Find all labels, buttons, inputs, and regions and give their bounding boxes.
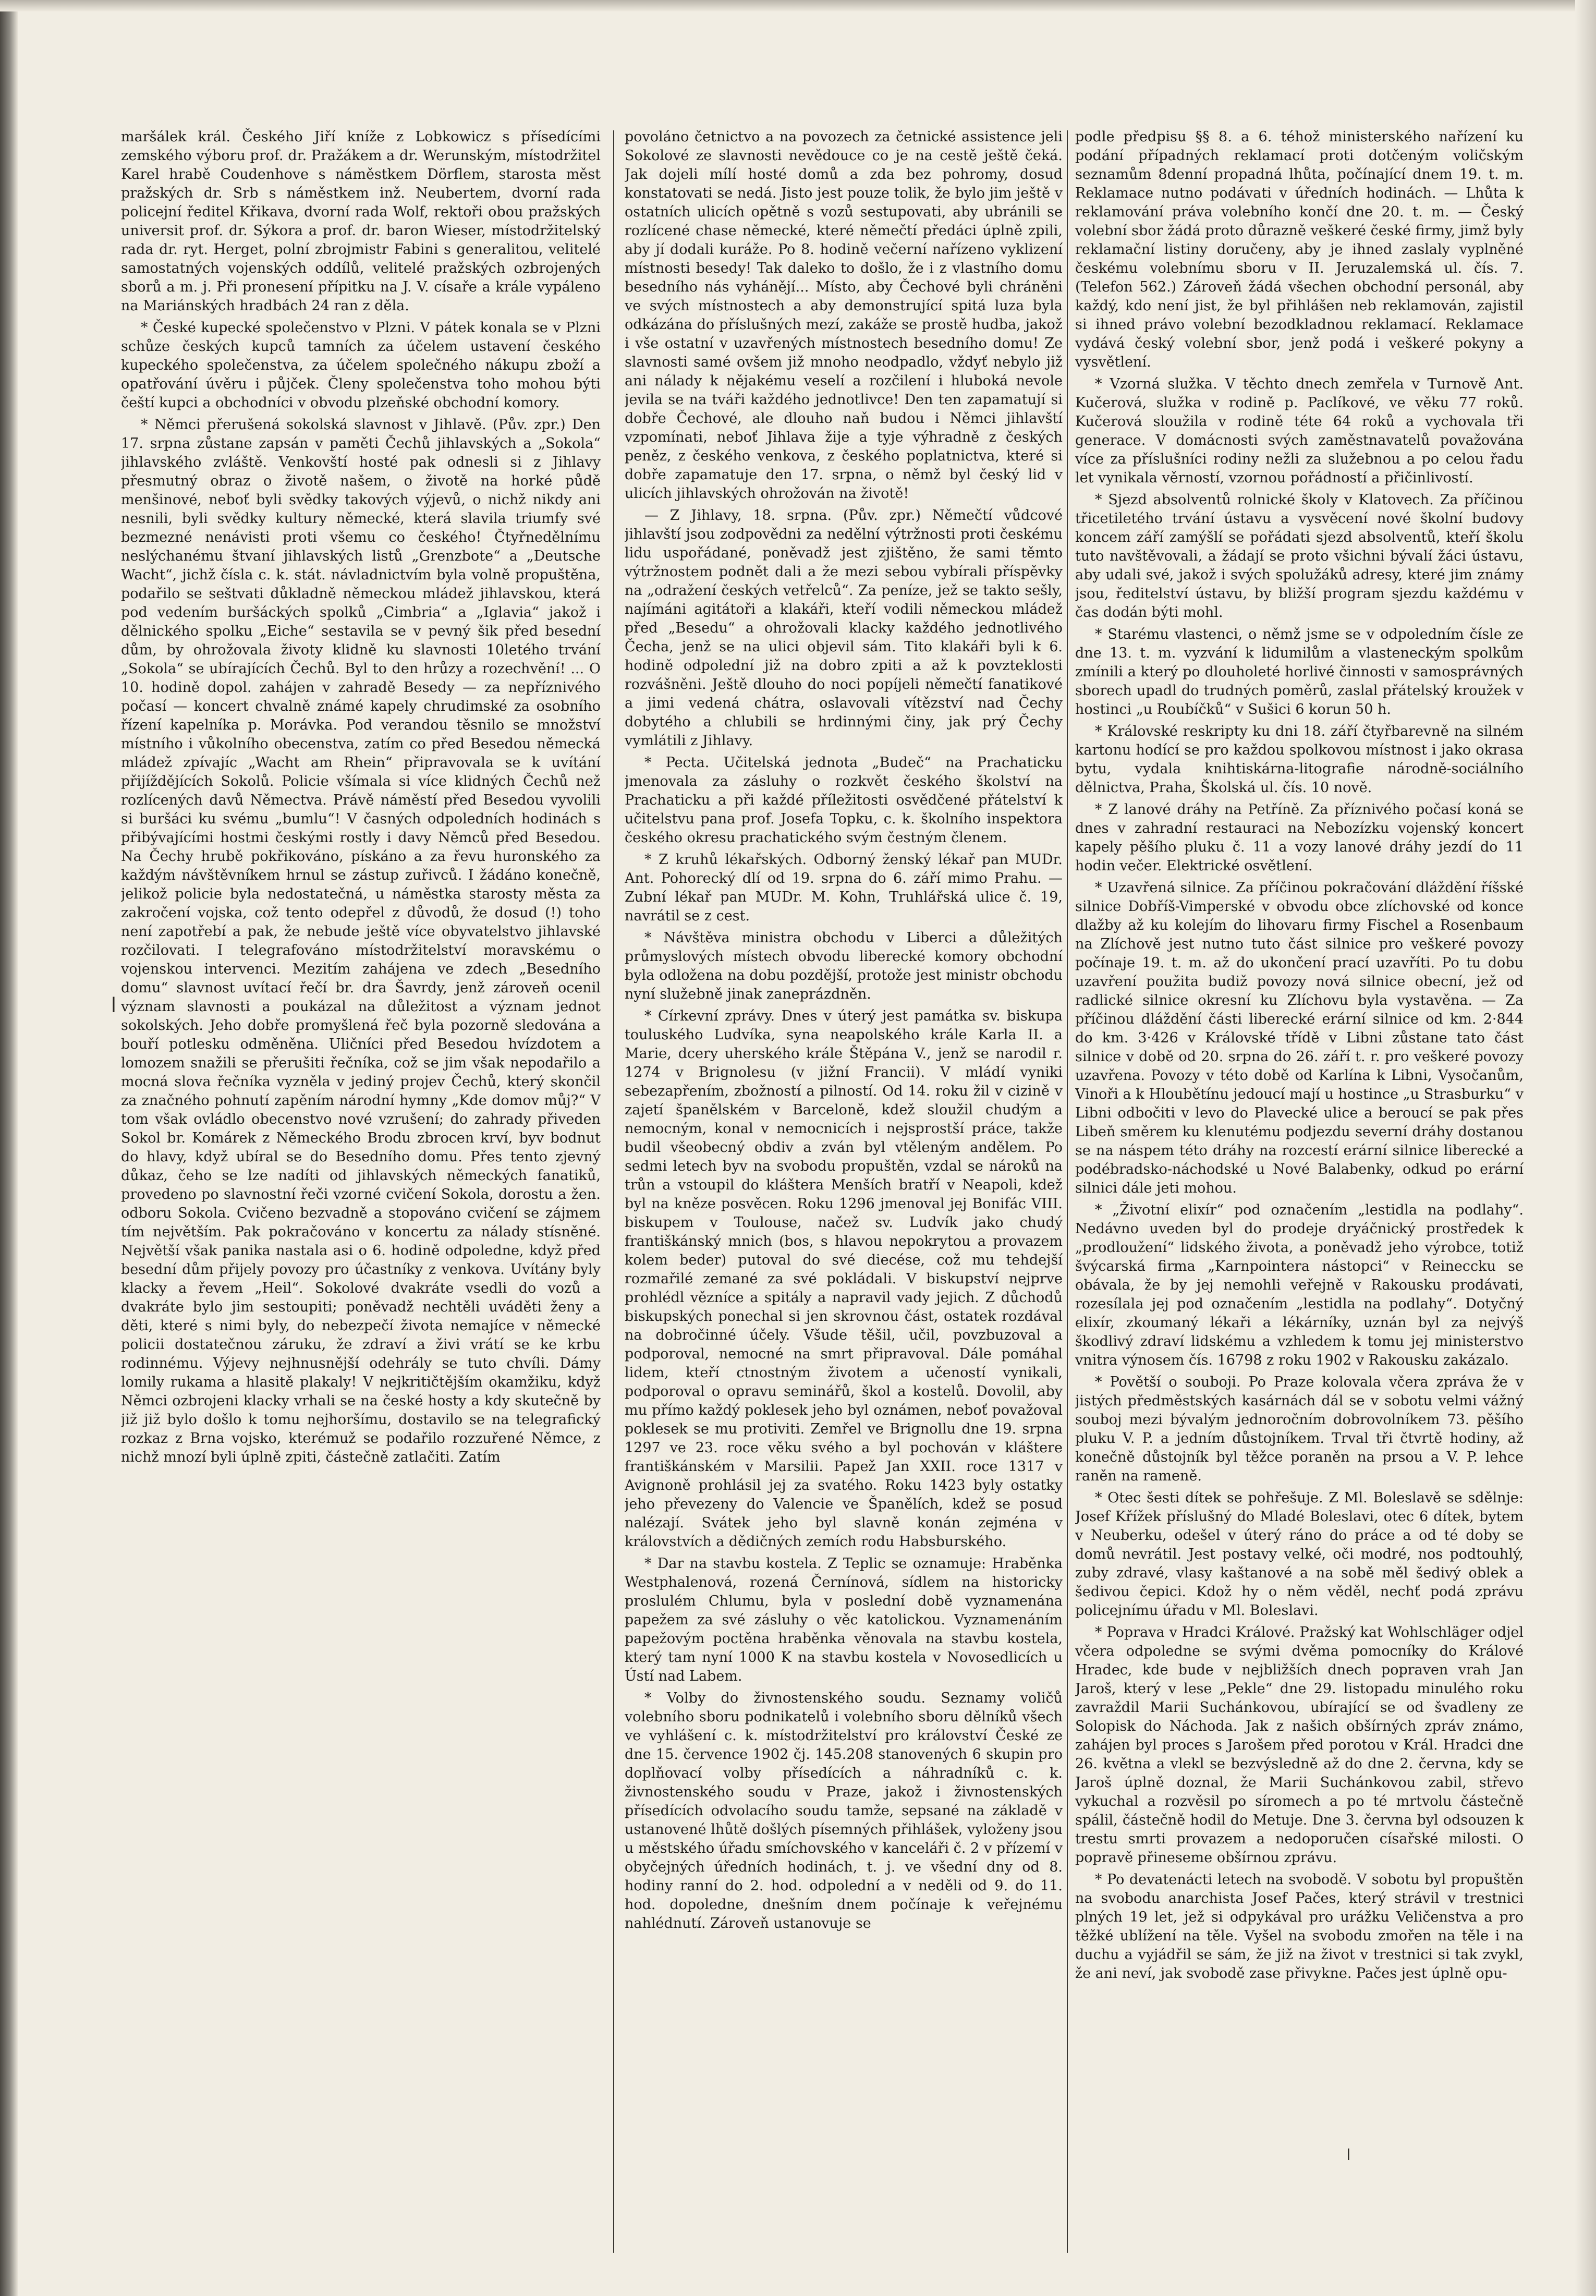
- column-2: [625, 128, 1063, 2255]
- paragraph: * Němci přerušená sokolská slavnost v Jihlavě. (Pův. zpr.) Den 17. srpna zůstane zapsán v paměti Čechů jihlavských a „Sokola“ jihlavského zvláště. Venkovští hosté pak odnesli si z Jihlavy přesmutný obraz o životě našem, o životě na horké půdě menšinové, neboť byli svědky takových výjevů, o nichž nikdy ani nesnili, byli svědky kultury německé, která slavila triumfy své bezmezné nenávisti proti všemu co českého! Čtyřnedělnímu neslýchanému štvaní jihlavských listů „Grenzbote“ a „Deutsche Wacht“, jichž čísla c. k. stát. návladnictvím byla volně propuštěna, podařilo se seštvati důkladně německou mládež jihlavskou, která pod vedením buršáckých spolků „Cimbria“ a „Iglavia“ jakož i dělnického spolku „Eiche“ sestavila se v pevný šik před besední dům, by ohrožovala životy klidně ku slavnosti 10letého trvání „Sokola“ se ubírajících Čechů. Byl to den hrůzy a rozechvění! ... O 10. hodině dopol. zahájen v zahradě Besedy — za nepříznivého počasí — koncert chvalně známé kapely chrudimské za osobního řízení kapelníka p. Morávka. Pod verandou těsnilo se množství místního i vůkolního obecenstva, zatím co před Besedou německá mládež zpívajíc „Wacht am Rhein“ připravovala se k uvítání přijíždějících Sokolů. Policie všímala si více klidných Čechů než rozlícených davů Němectva. Právě náměstí před Besedou vyvolili si buršáci ku svému „bumlu“! V časných odpoledních hodinách s přibývajícími hostmi českými rostly i davy Němců před Besedou. Na Čechy hrubě pokřikováno, pískáno a za řevu huronského za každým návštěvníkem hrnul se zástup zuřivců. I žádáno konečně, jelikož policie byla nedostatečná, u náměstka starosty města za zakročení vojska, což tento odepřel z důvodů, že dosud (!) toho není zapotřebí a pak, že nebude ještě více obyvatelstvo jihlavské rozčilovati. I telegrafováno místodržitelství moravskému o vojenskou intervenci. Mezitím zahájena ve zdech „Besedního domu“ slavnost uvítací řečí br. dra Šavrdy, jenž zároveň ocenil význam slavnosti a poukázal na důležitost a význam jednot sokolských. Jeho dobře promyšlená řeč byla pozorně sledována a bouří potlesku odměněna. Uličníci před Besedou hvízdotem a lomozem snažili se přerušiti řečníka, což se jim však nepodařilo a mocná slova řečníka vyzněla v jediný projev Čechů, který skončil za značného pohnutí zapěním národní hymny „Kde domov můj?“ V tom však ovládlo obecenstvo nové vzrušení; do zahrady přiveden Sokol br. Komárek z Německého Brodu zbrocen krví, byv bodnut do hlavy, když ubíral se do Besedního domu. Přes tento zjevný důkaz, čeho se lze nadíti od jihlavských německých fanatiků, provedeno po slavnostní řeči vzorné cvičení Sokola, dorostu a žen. odboru Sokola. Cvičeno bezvadně a stopováno cvičení se zájmem tím největším. Pak pokračováno v koncertu za nálady stísněné. Největší však panika nastala asi o 6. hodině odpoledne, když před besední dům přijely povozy pro účastníky z venkova. Uvítány byly klacky a řevem „Heil“. Sokolové dvakráte vsedli do vozů a dvakráte bylo jim sestoupiti; poněvadž nechtěli uváděti ženy a děti, které s nimi byly, do nebezpečí života nemajíce v německé policii dostatečnou záruku, že zdraví a živi vrátí se ke krbu rodinnému. Výjevy nejhnusnější odehrály se tuto chvíli. Dámy lomily rukama a hlasitě plakaly! V nejkritičtějším okamžiku, když Němci ozbrojeni klacky vrhali se na české hosty a kdy skutečně by již již bylo došlo k tomu nejhoršímu, dostavilo se na telegrafický rozkaz z Brna vojsko, kterémuž se podařilo rozzuřené Němce, z nichž mnozí byli úplně zpiti, částečně zatlačiti. Zatím: [121, 417, 601, 1465]
- paragraph: podle předpisu §§ 8. a 6. téhož ministerského nařízení ku podání případných reklamací proti dotčeným voličským seznamům 8denní propadná lhůta, počínající dnem 19. t. m. Reklamace nutno podávati v úředních hodinách. — Lhůta k reklamování práva volebního končí dne 20. t. m. — Český volební sbor žádá proto důrazně veškeré české firmy, jimž byly reklamační listiny doručeny, aby je ihned zaslaly vyplněné českému volebnímu sboru v II. Jeruzalemská ul. čís. 7. (Telefon 562.) Zároveň žádá všechen obchodní personál, aby každý, kdo není jist, že byl přihlášen neb reklamován, zajistil si ihned právo volební bezodkladnou reklamací. Reklamace vydává český volební sbor, jenž podá i veškeré pokyny a vysvětlení.: [1075, 129, 1524, 370]
- paragraph: * Sjezd absolventů rolnické školy v Klatovech. Za příčinou třicetiletého trvání ústavu a vysvěcení nové školní budovy koncem září zamýšlí se pořádati sjezd absolventů, kteří školu tuto navštěvovali, a žádají se proto všichni bývalí žáci ústavu, aby udali své, jakož i svých spolužáků adresy, které jim známy jsou, ředitelství ústavu, by bližší program sjezdu každému v čas dodán býti mohl.: [1075, 492, 1524, 621]
- paragraph: * Poprava v Hradci Králové. Pražský kat Wohlschläger odjel včera odpoledne se svými dvěma pomocníky do Králové Hradec, kde bude v nejbližších dnech popraven vrah Jan Jaroš, který v lese „Pekle“ dne 29. listopadu minulého roku zavraždil Marii Suchánkovou, ubírající se od švadleny ze Solopisk do Náchoda. Jak z našich obšírných zpráv známo, zahájen byl proces s Jarošem před porotou v Král. Hradci dne 26. května a vlekl se bezvýsledně až do dne 2. června, kdy se Jaroš úplně doznal, že Marii Suchánkovou zabil, střevo vykuchal a rozvěsil po síromech a po té mrtvolu částečně spálil, částečně hodil do Metuje. Dne 3. června byl odsouzen k trestu smrti provazem a nedoporučen císařské milosti. O popravě přineseme obšírnou zprávu.: [1075, 1624, 1524, 1866]
- paragraph: * Dar na stavbu kostela. Z Teplic se oznamuje: Hraběnka Westphalenová, rozená Černínová, sídlem na historicky proslulém Chlumu, byla v poslední době vyznamenána papežem za své zásluhy o věc katolickou. Vyznamenáním papežovým poctěna hraběnka věnovala na stavbu kostela, který tam nyní 1000 K na stavbu kostela v Novosedlicích u Ústí nad Labem.: [625, 1556, 1063, 1684]
- paragraph: * Uzavřená silnice. Za příčinou pokračování dláždění říšské silnice Dobříš-Vimperské v obvodu obce zlíchovské od konce dlažby až ku kolejím do lihovaru firmy Fischel a Rosenbaum na Zlíchově jest nutno tuto část silnice pro veškeré povozy počínaje 19. t. m. až do ukončení prací uzavříti. Po tu dobu uzavření použita budiž povozy nová silnice obecní, jež od radlické silnice okresní ku Zlíchovu byla vystavěna. — Za příčinou dláždění části liberecké erární silnice od km. 2·844 do km. 3·426 v Královské třídě v Libni zůstane tato část silnice v době od 20. srpna do 26. září t. r. pro veškeré povozy uzavřena. Povozy v této době od Karlína k Libni, Vysočanům, Vinoři a k Hloubětínu jedoucí mají u hostince „u Strasburku“ v Libni odbočiti v levo do Plavecké ulice a beroucí se pak přes Libeň směrem ku klenutému podjezdu severní dráhy dostanou se na náspem této dráhy na rozcestí erární silnice liberecké a podébradsko-náchodské u Nové Balabenky, odkud po erární silnici dále jeti mohou.: [1075, 880, 1524, 1196]
- paragraph: * „Životní elixír“ pod označením „lestidla na podlahy“. Nedávno uveden byl do prodeje dryáčnický prostředek k „prodloužení“ lidského života, a poněvadž jeho výrobce, totiž švýcarská firma „Karnpointera nástopci“ v Reineccku se obávala, že by jej nemohli veřejně v Rakousku prodávati, rozesílala jej pod označením „lestidla na podlahy“. Dotyčný elixír, zkoumaný lékaři a lékárníky, uznán byl za nejvýš škodlivý zdraví lidskému a vzhledem k tomu jej ministerstvo vnitra výnosem čís. 16798 z roku 1902 v Rakousku zakázalo.: [1075, 1202, 1524, 1368]
- margin-stroke-mark: ǀ: [111, 993, 117, 1017]
- paragraph: * Po devatenácti letech na svobodě. V sobotu byl propuštěn na svobodu anarchista Josef Pačes, který strávil v trestnici plných 19 let, jež si odpykával pro urážku Veličenstva a pro těžké ublížení na těle. Vyšel na svobodu zmořen na těle i na duchu a vyjádřil se sám, že již na život v trestnici si tak zvykl, že ani neví, jak svobodě zase přivykne. Pačes jest úplně opu-: [1075, 1872, 1524, 1982]
- paragraph: * Z lanové dráhy na Petříně. Za příznivého počasí koná se dnes v zahradní restauraci na Nebozízku vojenský koncert kapely pěšího pluku č. 11 a vozy lanové dráhy jezdí do 11 hodin večer. Elektrické osvětlení.: [1075, 801, 1524, 874]
- paragraph: * Povětší o souboji. Po Praze kolovala včera zpráva že v jistých předměstských kasárnách dál se v sobotu velmi vážný souboj mezi bývalým jednoročním dobrovolníkem 73. pěšího pluku V. P. a jedním důstojníkem. Trval tři čtvrtě hodiny, až konečně důstojník byl těžce poraněn na prsou a V. P. lehce raněn na rameně.: [1075, 1374, 1524, 1484]
- paragraph: * Královské reskripty ku dni 18. září čtyřbarevně na silném kartonu hodící se pro každou spolkovou místnost i jako okrasa bytu, vydala knihtiskárna-litografie národně-sociálního dělnictva, Praha, Školská ul. čís. 10 nově.: [1075, 723, 1524, 796]
- column-divider: [613, 130, 614, 2253]
- paragraph: * Volby do živnostenského soudu. Seznamy voličů volebního sboru podnikatelů i volebního sboru dělníků všech ve vyhlášení c. k. místodržitelství pro království České ze dne 15. července 1902 čj. 145.208 stanovených 6 skupin pro doplňovací volby přísedících a náhradníků c. k. živnostenského soudu v Praze, jakož i živnostenských přísedících odvolacího soudu tamže, sepsané na základě v ustanovené lhůtě došlých písemných přihlášek, vyloženy jsou u městského úřadu smíchovského v kanceláři č. 2 v přízemí v obyčejných úředních hodinách, t. j. ve všední dny od 8. hodiny ranní do 2. hod. odpolední a v neděli od 9. do 11. hod. dopoledne, dnešním dnem počínaje k veřejnému nahlédnutí. Zároveň ustanovuje se: [625, 1690, 1063, 1931]
- scan-shadow-right: [1575, 0, 1596, 2296]
- column-divider: [1067, 130, 1068, 2253]
- paragraph: * Vzorná služka. V těchto dnech zemřela v Turnově Ant. Kučerová, služka v rodině p. Paclíkové, ve věku 77 roků. Kučerová sloužila v rodině téte 64 roků a vychovala tři generace. V domácnosti svých zaměstnavatelů považována více za příslušníci rodiny nežli za služebnou a po celou řadu let vynikala věrností, vzornou pořádností a přičinlivostí.: [1075, 376, 1524, 486]
- paragraph: povoláno četnictvo a na povozech za četnické assistence jeli Sokolové ze slavnosti nevědouce co je na cestě ještě čeká. Jak dojeli mílí hosté domů a zda bez pohromy, dosud konstatovati se nedá. Jisto jest pouze tolik, že bylo jim ještě v ostatních ulicích opětně s vozů sestupovati, aby ubránili se rozlícené chase německé, které němečtí předáci úplně zpili, aby jí dodali kuráže. Po 8. hodině večerní nařízeno vyklizení místnosti besedy! Tak daleko to došlo, že i z vlastního domu besedního nás vyhánějí... Místo, aby Čechové byli chráněni ve svých místnostech a aby demonstrující spitá luza byla odkázána do příslušných mezí, zakáže se prostě hudba, jakož i vše ostatní v uzavřených místnostech besedního domu! Ze slavnosti samé ovšem již mnoho neodpadlo, vždyť nebylo již ani nálady k nějakému veselí a rozčilení i hluboká nevole jevila se na tváři každého jednotlivce! Den ten zapamatují si dobře Čechové, ale dlouho naň budou i Němci jihlavští vzpomínati, neboť Jihlava žije a tyje výhradně z českých peněz, z českého venkova, z českého poplatnictva, které si dobře zapamatuje den 17. srpna, o němž byl český lid v ulicích jihlavských ohrožován na životě!: [625, 129, 1063, 502]
- paragraph: maršálek král. Českého Jiří kníže z Lobkowicz s přísedícími zemského výboru prof. dr. Pražákem a dr. Werunským, místodržitel Karel hrabě Coudenhove s náměstkem Dörflem, starosta měst pražských dr. Srb s náměstkem inž. Neubertem, dvorní rada policejní ředitel Křikava, dvorní rada Wolf, rektoři obou pražských universit prof. dr. Sýkora a prof. dr. baron Wieser, místodržitelský rada dr. ryt. Herget, polní zbrojmistr Fabini s generalitou, velitelé samostatných vojenských oddílů, velitelé pražských ozbrojených sborů a m. j. Při pronesení přípitku na J. V. císaře a krále vypáleno na Mariánských hradbách 24 ran z děla.: [121, 129, 601, 314]
- paragraph: * České kupecké společenstvo v Plzni. V pátek konala se v Plzni schůze českých kupců tamních za účelem ustavení českého kupeckého společenstva, za účelem společného nákupu zboží a opatřování úvěru i půjček. Členy společenstva toho mohou býti čeští kupci a obchodníci v obvodu plzeňské obchodní komory.: [121, 320, 601, 411]
- paragraph: * Z kruhů lékařských. Odborný ženský lékař pan MUDr. Ant. Pohorecký dlí od 19. srpna do 6. září mimo Prahu. — Zubní lékař pan MUDr. M. Kohn, Truhlářská ulice č. 19, navrátil se z cest.: [625, 852, 1063, 924]
- paragraph: * Starému vlastenci, o němž jsme se v odpoledním čísle ze dne 13. t. m. vyzvání k lidumilům a vlasteneckým spolkům zmínili a který po dlouholeté horlivé činnosti v samosprávných sborech upadl do trudných poměrů, zaslal přátelský kroužek v hostinci „u Roubíčků“ v Sušici 6 korun 50 h.: [1075, 626, 1524, 718]
- scan-shadow-top: [0, 0, 1596, 11]
- paragraph: * Otec šesti dítek se pohřešuje. Z Ml. Boleslavě se sdělnje: Josef Křížek příslušný do Mladé Boleslavi, otec 6 dítek, bytem v Neuberku, odešel v úterý ráno do práce a od té doby se domů nevrátil. Jest postavy velké, oči modré, nos podtouhlý, zuby zdravé, vlasy kaštanové a na sobě měl šedivý oblek a šedivou čepici. Kdož hy o něm věděl, nechť podá zprávu policejnímu úřadu v Ml. Boleslavi.: [1075, 1490, 1524, 1619]
- paragraph: * Návštěva ministra obchodu v Liberci a důležitých průmyslových místech obvodu liberecké komory obchodní byla odložena na dobu pozdější, protože jest ministr obchodu nyní služebně jinak zaneprázdněn.: [625, 930, 1063, 1002]
- column-3: [1075, 128, 1524, 2255]
- paragraph: * Církevní zprávy. Dnes v úterý jest památka sv. biskupa touluského Ludvíka, syna neapolského krále Karla II. a Marie, dcery uherského krále Štěpána V., jenž se narodil r. 1274 v Brignolesu (v jižní Francii). V mládí vyniki sebezapřením, zbožností a pilností. Od 14. roku žil v cizině v zajetí španělském v Barceloně, kdež sloužil chudým a nemocným, konal v nemocnicích i nejsprostší práce, takže budil všeobecný obdiv a zván byl vtěleným andělem. Po sedmi letech byv na svobodu propuštěn, vzdal se nároků na trůn a vstoupil do kláštera Menších bratří v Neapoli, kdež byl na kněze posvěcen. Roku 1296 jmenoval jej Bonifác VIII. biskupem v Toulouse, načež sv. Ludvík jako chudý františkánský mnich (bos, s hlavou nepokrytou a provazem kolem beder) putoval do své diecése, což mu tehdejší rozmařilé zemané za své pokládali. V biskupství nejprve prohlédl vězníce a spitály a napravil vady jejich. Z důchodů biskupských ponechal si jen skrovnou část, ostatek rozdával na dobročinné účely. Všude těšil, učil, povzbuzoval a podporoval, nemocné na smrt připravoval. Dále pomáhal lidem, kteří ctnostným životem a učeností vynikali, podporoval o opravu seminářů, škol a kostelů. Dovolil, aby mu přímo každý poklesek jeho byl oznámen, neboť považoval poklesek se mu protiviti. Zemřel ve Brignollu dne 19. srpna 1297 ve 23. roce věku svého a byl pochován v kláštere františkánském v Marsilii. Papež Jan XXII. roce 1317 v Avignoně prohlásil jej za svatého. Roku 1423 byly ostatky jeho převezeny do Valencie ve Španělích, kdež se posud nalézají. Svátek jeho byl slavně konán zejména v královstvích a dědičných zemích rodu Habsburského.: [625, 1008, 1063, 1550]
- margin-stroke-mark: ǀ: [1346, 2146, 1351, 2164]
- scan-shadow-left: [0, 0, 18, 2296]
- paragraph: * Pecta. Učitelská jednota „Budeč“ na Prachaticku jmenovala za zásluhy o rozkvět českého školství na Prachaticku a při každé příležitosti osvědčené přátelství k učitelstvu pana prof. Josefa Topku, c. k. školního inspektora českého okresu prachatického svým čestným členem.: [625, 755, 1063, 846]
- column-1: [121, 128, 601, 2255]
- paragraph: — Z Jihlavy, 18. srpna. (Pův. zpr.) Němečtí vůdcové jihlavští jsou zodpovědni za nedělní výtržnosti proti českému lidu uspořádané, poněvadž jest zjištěno, že sami těmto výtržnostem podnět dali a že mezi sebou vybírali příspěvky na „odražení českých vetřelců“. Za peníze, jež se takto sešly, najímáni agitátoři a klakáři, kteří vodili německou mládež před „Besedu“ a ohrožovali klacky každého jednotlivého Čecha, jenž se na ulici objevil sám. Tito klakáři byli k 6. hodině odpolední již na dobro zpiti a až k povzteklosti rozvášněni. Ještě dlouho do noci popíjeli němečtí fanatikové a jimi vedená chátra, oslavovali vítězství nad Čechy dobytého a chlubili se hrdinnými činy, jak prý Čechy vymlátili z Jihlavy.: [625, 507, 1063, 749]
